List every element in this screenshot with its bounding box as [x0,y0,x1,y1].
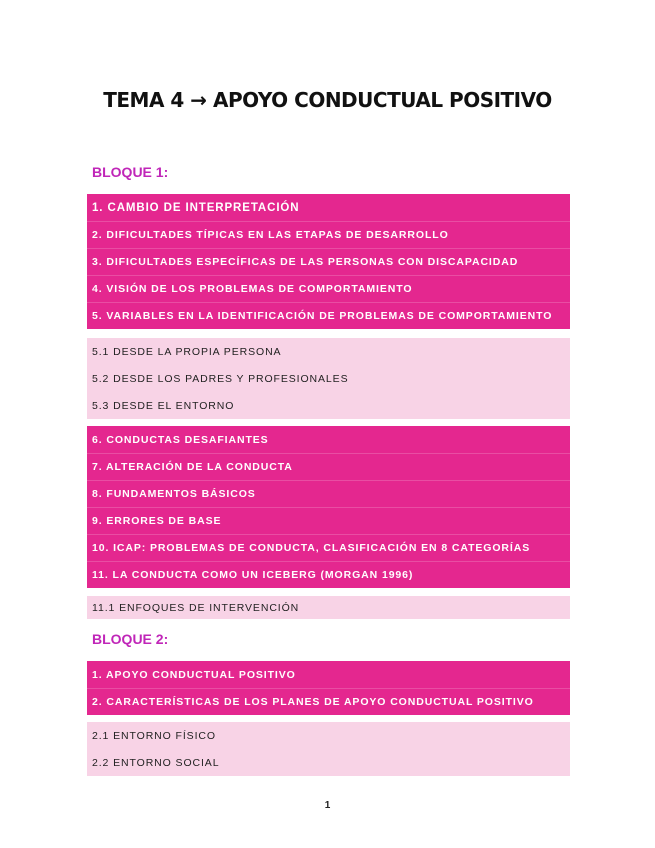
topic-item: 3. DIFICULTADES ESPECÍFICAS DE LAS PERSONAS CON DISCAPACIDAD [87,248,570,275]
topic-item: 9. ERRORES DE BASE [87,507,570,534]
subtopic-item: 2.2 ENTORNO SOCIAL [92,756,220,769]
bloque-1-topics-group-1 [87,194,570,329]
bloque-1-topics-group-2 [87,426,570,588]
page-title: TEMA 4 → APOYO CONDUCTUAL POSITIVO [103,88,552,112]
topic-item: 8. FUNDAMENTOS BÁSICOS [87,480,570,507]
topic-item: 7. ALTERACIÓN DE LA CONDUCTA [87,453,570,480]
bloque-1-subtopics-group-2 [87,596,570,619]
topic-item: 4. VISIÓN DE LOS PROBLEMAS DE COMPORTAMIENTO [87,275,570,302]
topic-item: 6. CONDUCTAS DESAFIANTES [92,433,269,446]
topic-item: 2. CARACTERÍSTICAS DE LOS PLANES DE APOYO CONDUCTUAL POSITIVO [87,688,570,715]
bloque-1-heading: BLOQUE 1: [92,164,169,180]
subtopic-item: 5.2 DESDE LOS PADRES Y PROFESIONALES [92,372,349,385]
topic-item: 1. CAMBIO DE INTERPRETACIÓN [92,201,300,214]
bloque-1-subtopics-group-1 [87,338,570,419]
page-number: 1 [324,800,331,811]
bloque-2-topics-group-1 [87,661,570,715]
subtopic-item: 5.3 DESDE EL ENTORNO [92,399,235,412]
topic-item: 10. ICAP: PROBLEMAS DE CONDUCTA, CLASIFICACIÓN EN 8 CATEGORÍAS [87,534,570,561]
subtopic-item: 5.1 DESDE LA PROPIA PERSONA [92,345,282,358]
topic-item: 5. VARIABLES EN LA IDENTIFICACIÓN DE PROBLEMAS DE COMPORTAMIENTO [87,302,570,329]
bloque-2-subtopics-group-1 [87,722,570,776]
subtopic-item: 2.1 ENTORNO FÍSICO [92,729,216,742]
topic-item: 1. APOYO CONDUCTUAL POSITIVO [92,668,296,681]
bloque-2-heading: BLOQUE 2: [92,631,169,647]
topic-item: 11. LA CONDUCTA COMO UN ICEBERG (MORGAN 1996) [87,561,570,588]
topic-item: 2. DIFICULTADES TÍPICAS EN LAS ETAPAS DE DESARROLLO [87,221,570,248]
subtopic-item: 11.1 ENFOQUES DE INTERVENCIÓN [92,601,300,614]
